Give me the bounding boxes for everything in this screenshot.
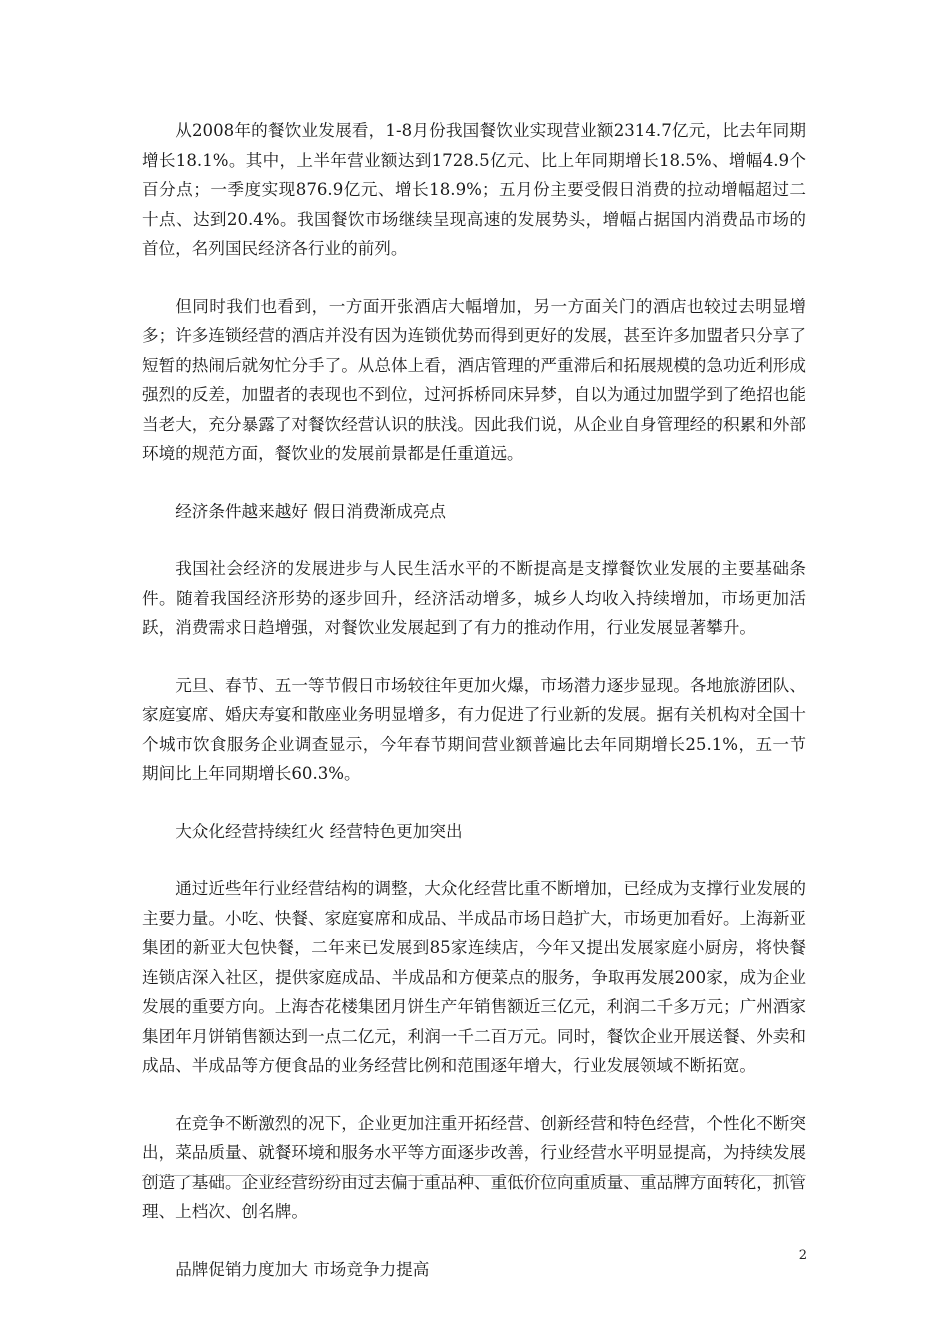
section-heading: 大众化经营持续红火 经营特色更加突出 — [175, 821, 463, 841]
section-heading: 经济条件越来越好 假日消费渐成亮点 — [175, 501, 446, 521]
paragraph: 通过近些年行业经营结构的调整，大众化经营比重不断增加，已经成为支撑行业发展的主要力量。小吃、快餐、家庭宴席和成品、半成品市场日趋扩大，市场更加看好。上海新亚集团的新亚大包快餐，二年来已发展到85家连续店，今年又提出发展家庭小厨房，将快餐连锁店深入社区，提供家庭成品、半成品和方便菜点的服务，争取再发展200家，成为企业发展的重要方向。上海杏花楼集团月饼生产年销售额近三亿元，利润二千多万元；广州酒家集团年月饼销售额达到一点二亿元，利润一千二百万元。同时，餐饮企业开展送餐、外卖和成品、半成品等方便食品的业务经营比例和范围逐年增大，行业发展领域不断拓宽。 — [142, 879, 806, 1075]
paragraph: 在竞争不断激烈的况下，企业更加注重开拓经营、创新经营和特色经营，个性化不断突出，菜品质量、就餐环境和服务水平等方面逐步改善，行业经营水平明显提高，为持续发展创造了基础。企业经营纷纷由过去偏于重品种、重低价位向重质量、重品牌方面转化，抓管理、上档次、创名牌。 — [142, 1113, 806, 1221]
section-heading: 品牌促销力度加大 市场竞争力提高 — [175, 1259, 430, 1279]
paragraph: 但同时我们也看到，一方面开张酒店大幅增加，另一方面关门的酒店也较过去明显增多；许多连锁经营的酒店并没有因为连锁优势而得到更好的发展，甚至许多加盟者只分享了短暂的热闹后就匆忙分手了。从总体上看，酒店管理的严重滞后和拓展规模的急功近利形成强烈的反差，加盟者的表现也不到位，过河拆桥同床异梦，自以为通过加盟学到了绝招也能当老大，充分暴露了对餐饮经营认识的肤浅。因此我们说，从企业自身管理经的积累和外部环境的规范方面，餐饮业的发展前景都是任重道远。 — [142, 296, 806, 463]
paragraph: 元旦、春节、五一等节假日市场较往年更加火爆，市场潜力逐步显现。各地旅游团队、家庭宴席、婚庆寿宴和散座业务明显增多，有力促进了行业新的发展。据有关机构对全国十个城市饮食服务企业调查显示，今年春节期间营业额普遍比去年同期增长25.1%，五一节期间比上年同期增长60.3%。 — [142, 675, 806, 783]
footer-divider — [142, 1175, 806, 1176]
page-number: 2 — [798, 1248, 807, 1263]
document-body — [142, 116, 806, 1312]
paragraph: 我国社会经济的发展进步与人民生活水平的不断提高是支撑餐饮业发展的主要基础条件。随着我国经济形势的逐步回升，经济活动增多，城乡人均收入持续增加，市场更加活跃，消费需求日趋增强，对餐饮业发展起到了有力的推动作用，行业发展显著攀升。 — [142, 559, 806, 637]
paragraph: 从2008年的餐饮业发展看，1-8月份我国餐饮业实现营业额2314.7亿元，比去年同期增长18.1%。其中，上半年营业额达到1728.5亿元、比上年同期增长18.5%、增幅4.9个百分点；一季度实现876.9亿元、增长18.9%；五月份主要受假日消费的拉动增幅超过二十点、达到20.4%。我国餐饮市场继续呈现高速的发展势头，增幅占据国内消费品市场的首位，名列国民经济各行业的前列。 — [142, 121, 806, 258]
